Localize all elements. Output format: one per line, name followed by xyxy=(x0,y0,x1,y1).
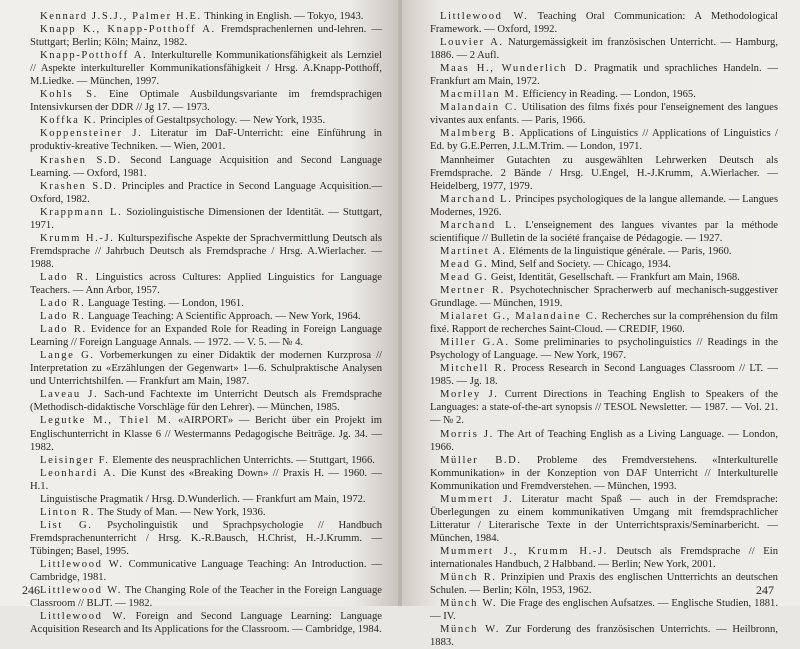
entry-author: Marchand L. xyxy=(440,219,518,231)
entry-author: Mitchell R. xyxy=(440,363,508,375)
entry-text: Mind, Self and Society. — Chicago, 1934. xyxy=(488,258,671,270)
entry-author: Linton R. xyxy=(40,506,96,518)
entry-text: Geist, Identität, Gesellschaft. — Frankfurt am Main, 1968. xyxy=(488,271,740,283)
entry-text: Deutsch als Fremdsprache // Ein internationales Handbuch, 2 Halbband. — Berlin; New York, 2001. xyxy=(430,545,778,570)
bibliography-entry xyxy=(430,245,778,258)
entry-text: Soziolinguistische Dimensionen der Identität. — Stuttgart, 1971. xyxy=(30,206,382,231)
entry-author: Mialaret G., Malandaine C. xyxy=(440,311,599,323)
entry-text: Probleme des Fremdverstehens. «Interkulturelle Kommunikation» in der Konzeption von DAF Unterricht // Interkulturelle Kommunikation und Fremdverstehen. — München, 1993. xyxy=(430,454,778,492)
entry-author: Miller G.A. xyxy=(440,337,510,349)
entry-author: Münch W. xyxy=(440,624,500,636)
entry-text: Principes psychologiques de la langue allemande. — Langues Modernes, 1926. xyxy=(430,193,778,218)
bibliography-entry xyxy=(430,258,778,271)
entry-text: Process Research in Second Languages Classroom // LT. — 1985. — Jg. 18. xyxy=(430,363,779,388)
entry-text: Interkulturelle Kommunikationsfähigkeit als Lernziel // Aspekte interkultureller Kommunikationsfähigkeit / Hrsg. A.Knapp-Potthoff, M.Liedke. — München, 1997. xyxy=(30,50,382,88)
bibliography-entry xyxy=(30,506,382,519)
entry-text: Eine Optimale Ausbildungsvariante im fremdsprachigen Intensivkursen der DDR // Jg 17. — 1973. xyxy=(30,89,382,114)
entry-text: Linguistische Pragmatik / Hrsg. D.Wunderlich. — Frankfurt am Main, 1972. xyxy=(40,493,366,505)
entry-text: Eléments de la linguistique générale. — Paris, 1960. xyxy=(506,245,732,257)
entry-text: Evidence for an Expanded Role for Reading in Foreign Language Learning // Foreign Language Annals. — 1972. — V. 5. — № 4. xyxy=(30,324,382,349)
bibliography-entry xyxy=(430,362,778,388)
entry-author: Lado R. xyxy=(40,311,86,323)
entry-text: Principles and Practice in Second Language Acquisition.— Oxford, 1982. xyxy=(30,180,382,205)
entry-text: Pragmatik und sprachliches Handeln. — Frankfurt am Main, 1972. xyxy=(430,63,778,88)
bibliography-entry xyxy=(30,584,382,610)
entry-text: Naturgemässigkeit im französischen Unterricht. — Hamburg, 1886. — 2 Aufl. xyxy=(430,37,778,62)
entry-text: Prinzipien und Praxis des englischen Untterrichts an deutschen Schulen. — Berlin; Köln, 1953, 1962. xyxy=(430,572,778,597)
entry-text: Die Frage des englischen Aufsatzes. — Englische Studien, 1881. — IV. xyxy=(430,598,778,623)
entry-text: Literatur im DaF-Unterricht: eine Einführung in produktiv-kreative Techniken. — Wien, 2001. xyxy=(30,128,382,153)
bibliography-entry xyxy=(430,571,778,597)
entry-author: Lado R. xyxy=(40,298,86,310)
entry-author: Müller B.D. xyxy=(440,454,522,466)
right-page xyxy=(402,0,800,649)
bibliography-entry xyxy=(30,88,382,114)
entry-author: Knapp K., Knapp-Potthoff A. xyxy=(40,24,216,36)
entry-text: Communicative Language Teaching: An Introduction. — Cambridge, 1981. xyxy=(30,558,382,584)
bibliography-entry xyxy=(430,127,778,153)
bibliography-list-right xyxy=(430,10,778,649)
entry-author: Mertner R. xyxy=(440,284,505,296)
entry-text: Elemente des neusprachlichen Unterrichts. — Stuttgart, 1966. xyxy=(109,454,375,466)
bibliography-entry xyxy=(30,206,382,232)
entry-author: Kennard J.S.J., Palmer H.E. xyxy=(40,11,202,22)
entry-text: Die Kunst des «Breaking Down» // Praxis H. — 1960. — H.1. xyxy=(30,467,382,492)
entry-author: Krappmann L. xyxy=(40,206,123,218)
entry-text: Efficiency in Reading. — London, 1965. xyxy=(519,89,696,101)
entry-author: Morris J. xyxy=(440,428,494,440)
entry-author: Louvier A. xyxy=(440,37,504,49)
entry-author: List G. xyxy=(40,519,93,531)
entry-author: Mead G. xyxy=(440,271,489,283)
entry-author: Koppensteiner J. xyxy=(40,128,143,140)
bibliography-entry xyxy=(30,454,382,467)
bibliography-entry xyxy=(430,284,778,310)
entry-text: Teaching Oral Communication: A Methodological Framework. — Oxford, 1992. xyxy=(430,11,778,36)
bibliography-entry xyxy=(430,62,778,88)
bibliography-list-left xyxy=(30,10,382,636)
entry-author: Knapp-Potthoff A. xyxy=(40,50,148,62)
bibliography-entry xyxy=(30,349,382,388)
entry-author: Lado R. xyxy=(40,271,90,283)
entry-text: Psychotechnischer Spracherwerb auf mechanisch-suggestiver Grundlage. — München, 1919. xyxy=(430,284,778,310)
bibliography-entry xyxy=(430,336,778,362)
bibliography-entry xyxy=(430,101,778,127)
bibliography-entry xyxy=(30,519,382,558)
entry-text: Literatur macht Spaß — auch in der Fremdsprache: Überlegungen zu einem kommunikativen Umgang mit fremdsprachlicher Litteratur / Literarische Texte in der Unterrichtspraxis/Seminarbericht. — München, 1984. xyxy=(430,493,778,544)
entry-author: Malandain C. xyxy=(440,102,518,114)
entry-author: Legutke M., Thiel M. xyxy=(40,415,173,427)
entry-author: Laveau J. xyxy=(40,389,99,401)
entry-author: Littlewood W. xyxy=(440,11,529,22)
entry-text: Some preliminaries to psycholinguistics // Readings in the Psychology of Language. — New York, 1967. xyxy=(430,337,779,362)
entry-author: Krumm H.-J. xyxy=(40,232,115,244)
bibliography-entry xyxy=(430,597,778,623)
bibliography-entry xyxy=(430,193,778,219)
bibliography-entry xyxy=(30,493,382,506)
entry-author: Maas H., Wunderlich D. xyxy=(440,63,589,75)
bibliography-entry xyxy=(430,271,778,284)
entry-text: Applications of Linguistics // Applications of Linguistics / Ed. by G.E.Perren, J.L.M.Trim. — London, 1971. xyxy=(430,128,779,153)
entry-author: Macmillan M. xyxy=(440,89,520,101)
entry-text: Fremdsprachenlernen und-lehren. — Stuttgart; Berlin; Köln; Mainz, 1982. xyxy=(30,24,382,49)
entry-author: Münch R. xyxy=(440,572,497,584)
page-number-left: 246 xyxy=(22,583,40,597)
entry-text: Mannheimer Gutachten zu ausgewählten Lehrwerken Deutsch als Fremdsprache. 2 Bände / Hrsg. U.Engel, H.-J.Krumm, A.Wierlacher. — Heidelberg, 1977, 1979. xyxy=(430,154,778,192)
page-number-right: 247 xyxy=(756,583,774,597)
bibliography-entry xyxy=(430,428,778,454)
entry-author: Krashen S.D. xyxy=(40,154,122,166)
entry-text: Kulturspezifische Aspekte der Sprachvermittlung Deutsch als Fremdsprache // Jahrbuch Deutsch als Fremdsprache / Hrsg. A.Wierlacher. — 1988. xyxy=(30,232,382,270)
entry-author: Mummert J., Krumm H.-J. xyxy=(440,545,608,557)
entry-author: Mead G. xyxy=(440,258,489,270)
entry-text: Language Testing. — London, 1961. xyxy=(85,298,244,310)
entry-text: Foreign and Second Language Learning: Language Acquisition Research and Its Applications for the Classroom. — Cambridge, 1984. xyxy=(30,611,382,636)
entry-text: Second Language Acquisition and Second Language Learning. — Oxford, 1981. xyxy=(30,154,382,179)
bibliography-entry xyxy=(30,388,382,414)
entry-text: Psycholinguistik und Sprachpsychologie // Handbuch Fremdsprachenunterricht / Hrsg. K.-R.Bausch, H.Christ, H.-J.Krumm. — Tübingen; Basel, 1995. xyxy=(30,519,382,557)
entry-author: Krashen S.D. xyxy=(40,180,118,192)
entry-author: Malmberg B. xyxy=(440,128,516,140)
entry-author: Lange G. xyxy=(40,350,95,362)
bibliography-entry xyxy=(430,10,778,36)
bibliography-entry xyxy=(30,414,382,453)
bibliography-entry xyxy=(30,232,382,271)
entry-text: Principles of Gestaltpsychology. — New York, 1935. xyxy=(97,115,326,127)
entry-text: Utilisation des films fixés pour l'enseignement des langues vivantes aux enfants. — Paris, 1966. xyxy=(430,102,778,127)
bibliography-entry xyxy=(430,454,778,493)
entry-text: Recherches sur la compréhension du film fixé. Rapport de recherches Saint-Cloud. — CREDIF, 1960. xyxy=(430,311,778,336)
entry-author: Littlewood W. xyxy=(40,558,124,570)
bibliography-entry xyxy=(430,388,778,427)
bibliography-entry xyxy=(430,36,778,62)
bibliography-entry xyxy=(30,467,382,493)
bibliography-entry xyxy=(30,154,382,180)
bibliography-entry xyxy=(30,610,382,636)
entry-author: Marchand L. xyxy=(440,193,513,205)
bibliography-entry xyxy=(430,154,778,193)
entry-text: Sach-und Fachtexte im Unterricht Deutsch als Fremdsprache (Methodisch-didaktische Vorschläge für den Lehrer). — München, 1985. xyxy=(30,389,382,414)
entry-author: Leisinger F. xyxy=(40,454,110,466)
bibliography-entry xyxy=(30,323,382,349)
entry-text: «AIRPORT» — Bericht über ein Projekt im Englischunterricht in Klasse 6 // Westermanns Pedagogische Beiträge. Jg. 34. — 1982. xyxy=(30,415,382,453)
entry-text: Linguistics across Cultures: Applied Linguistics for Language Teachers. — Ann Arbor, 1957. xyxy=(30,271,382,296)
entry-text: The Study of Man. — New York, 1936. xyxy=(95,506,266,518)
entry-author: Mummert J. xyxy=(440,493,514,505)
bibliography-entry xyxy=(30,127,382,153)
entry-text: Thinking in English. — Tokyo, 1943. xyxy=(201,11,364,22)
bibliography-entry xyxy=(30,310,382,323)
entry-text: Vorbemerkungen zu einer Didaktik der modernen Kurzprosa // Interpretation zu «Erzählungen der Gegenwart» 1—6. Schulpraktische Analysen und Unterrichtshilfen. — Frankfurt am Main, 1987. xyxy=(30,350,383,388)
entry-text: Zur Forderung des französischen Unterrichts. — Heilbronn, 1883. xyxy=(430,624,778,649)
entry-author: Morley J. xyxy=(440,389,499,401)
entry-text: The Art of Teaching English as a Living Language. — London, 1966. xyxy=(430,428,778,453)
bibliography-entry xyxy=(30,271,382,297)
bibliography-entry xyxy=(430,493,778,545)
entry-author: Koffka K. xyxy=(40,115,98,127)
entry-author: Münch W. xyxy=(440,598,498,610)
bibliography-entry xyxy=(30,558,382,584)
bibliography-entry xyxy=(430,310,778,336)
entry-author: Martinet A. xyxy=(440,245,507,257)
bibliography-entry xyxy=(30,10,382,23)
bibliography-entry xyxy=(30,180,382,206)
entry-text: L'enseignement des langues vivantes par la méthode scientifique // Bulletin de la société française de Pédagogie. — 1927. xyxy=(430,219,778,244)
entry-author: Littlewood W. xyxy=(40,611,128,623)
entry-text: The Changing Role of the Teacher in the Foreign Language Classroom // BLJT. — 1982. xyxy=(30,585,383,610)
bibliography-entry xyxy=(430,623,778,649)
entry-text: Current Directions in Teaching English to Speakers of the Languages: a state-of-the-art synopsis // TESOL Newsletter. — 1987. — Vol. 21. — № 2. xyxy=(430,389,778,427)
bibliography-entry xyxy=(430,88,778,101)
bibliography-entry xyxy=(430,219,778,245)
bibliography-entry xyxy=(30,297,382,310)
entry-text: Language Teaching: A Scientific Approach. — New York, 1964. xyxy=(85,311,361,323)
entry-author: Kohls S. xyxy=(40,89,98,101)
bibliography-entry xyxy=(30,49,382,88)
entry-author: Littlewood W. xyxy=(40,585,122,597)
bibliography-entry xyxy=(30,23,382,49)
entry-author: Leonhardi A. xyxy=(40,467,117,479)
entry-author: Lado R. xyxy=(40,324,87,336)
bibliography-entry xyxy=(430,545,778,571)
bibliography-entry xyxy=(30,114,382,127)
left-page xyxy=(0,0,398,636)
